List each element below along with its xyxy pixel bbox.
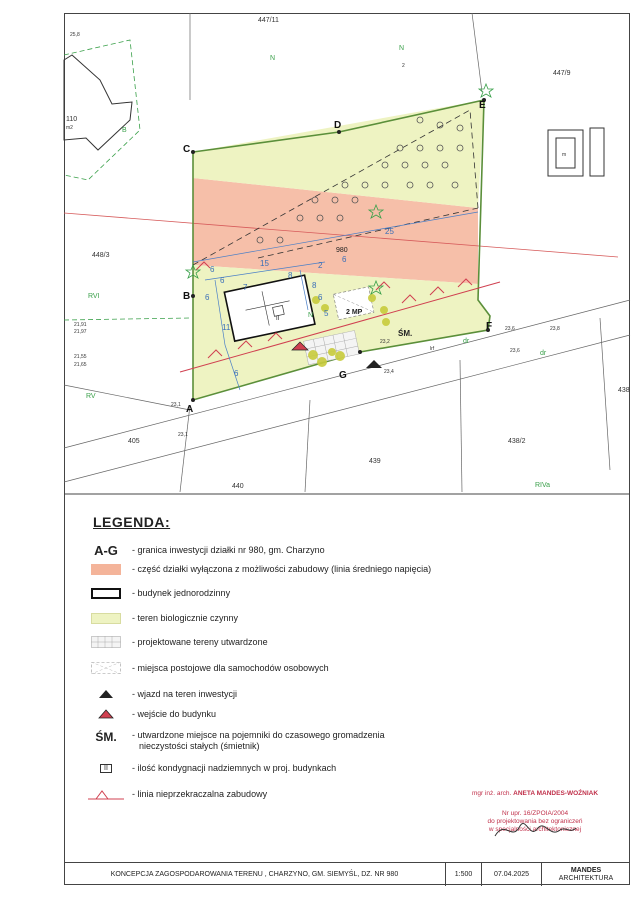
point-b: B [183,291,191,302]
legend-item-bio [88,610,238,626]
elev-10: 23,6 [505,326,515,332]
class-n-building: N [308,312,314,319]
parcel-440: 440 [232,483,244,490]
stamp-line3: do projektowania bez ograniczeń [487,818,583,825]
dim-5: 5 [324,309,329,318]
elev-3: 21,97 [74,329,87,335]
point-d: D [334,120,342,131]
architect-stamp [440,790,630,834]
company-name-2: ARCHITEKTURA [558,874,614,882]
parking-label: 2 MP [346,309,363,316]
legend-text: - ilość kondygnacji nadziemnych w proj. budynkach [132,762,337,773]
point-c: C [183,144,191,155]
parcel-448-3: 448/3 [92,252,110,259]
point-g: G [339,370,347,381]
stamp-name: ANETA MANDES-WOŹNIAK [513,790,599,797]
entry-triangle-icon [98,689,114,699]
point-e: E [479,100,486,111]
legend-item-entrance [88,706,216,722]
parcel-439: 439 [369,458,381,465]
drawing-scale: 1:500 [446,863,482,886]
legend-text: - utwardzone miejsce na pojemniki do czasowego gromadzenia [132,730,385,740]
company-name: MANDES [570,866,602,874]
dim-6c: 6 [205,293,210,302]
legend-text: - linia nieprzekraczalna zabudowy [132,788,268,799]
elev-9: 23,4 [384,369,394,375]
class-n-right: N [399,45,405,52]
legend-title: LEGENDA: [93,514,171,530]
class-riva: RIVa [535,482,551,489]
parking-swatch [91,662,121,674]
mark-2: 2 [402,63,405,69]
parcel-110: 110 [66,116,78,123]
legend-item-building-line [88,786,267,802]
elev-4: 21,55 [74,354,87,360]
legend-text: - granica inwestycji działki nr 980, gm. Charzyno [132,544,325,555]
paved-swatch [91,636,121,648]
stamp-line2: Nr upr. 16/ZPOIA/2004 [501,810,569,817]
legend-item-entry [88,686,237,702]
legend-text: - część działki wyłączona z możliwości zabudowy (linia średniego napięcia) [132,563,432,574]
bio-swatch [91,613,121,624]
dim-2: 2 [318,261,323,270]
legend-symbol-ag: A-G [94,542,118,558]
handwritten-signature [490,814,580,844]
legend-text: - miejsca postojowe dla samochodów osobowych [132,662,329,673]
dim-6e: 6 [234,369,239,378]
mark-lrf: lrf [430,346,435,352]
parcel-447-9: 447/9 [553,70,571,77]
title-block [64,862,630,886]
legend-item-paved [88,634,268,650]
stamp-line1: mgr inż. arch. [471,790,512,797]
legend-item-excluded [88,561,431,577]
point-a: A [186,404,194,415]
elev-12: 23,8 [550,326,560,332]
entry-arrow [366,360,382,368]
dim-6a: 6 [210,265,215,274]
dim-6f: 6 [318,293,323,302]
waste-label: ŚM. [398,329,413,338]
parcel-405: 405 [128,438,140,445]
dim-25: 25 [385,227,394,236]
point-f: F [486,321,493,332]
dim-7: 7 [243,283,248,292]
company-block [542,863,630,886]
elev-1: 25,8 [70,32,80,38]
dim-8a: 8 [288,271,293,280]
dim-6d: 6 [220,276,225,285]
legend-text: - budynek jednorodzinny [132,587,231,598]
mark-m: m [562,152,567,158]
elev-2: 21,91 [74,322,87,328]
dim-8b: 8 [312,281,317,290]
drawing-date: 07.04.2025 [482,863,542,886]
legend-text: - projektowane tereny utwardzone [132,636,268,647]
road-label-2: dr [540,350,547,357]
road-label: dr [463,338,470,345]
storeys-label: II [276,316,280,322]
legend-item-storeys [88,760,336,776]
legend-item-waste [88,730,385,754]
storeys-symbol: II [100,764,112,773]
elev-11: 23,6 [510,348,520,354]
legend-text: - wejście do budynku [132,708,217,719]
legend-symbol-sm: ŚM. [95,730,117,744]
legend-item-parking [88,660,329,676]
class-rv: RV [86,393,96,400]
class-rvi: RVI [88,293,100,300]
parcel-980: 980 [336,247,348,254]
legend-text: - teren biologicznie czynny [132,612,239,623]
legend-text: - wjazd na teren inwestycji [132,688,238,699]
elev-6: 23,1 [171,402,181,408]
class-n-top: N [270,55,276,62]
building-line-icon [88,788,124,800]
parcel-438: 438 [618,387,630,394]
excluded-swatch [91,564,121,575]
entrance-triangle-icon [98,709,114,719]
parcel-110-suffix: m2 [66,125,73,131]
dim-15: 15 [260,259,269,268]
parcel-438-2: 438/2 [508,438,526,445]
stamp-line4: w specjalności architektonicznej [488,826,582,833]
dim-6b: 6 [342,255,347,264]
legend-text-2: nieczystości stałych (śmietnik) [139,741,260,751]
class-b: B [122,127,127,134]
dim-11: 11 [222,323,231,332]
elev-8: 23,2 [380,339,390,345]
drawing-title: KONCEPCJA ZAGOSPODAROWANIA TERENU , CHARZYNO, GM. SIEMYŚL, DZ. NR 980 [64,863,446,886]
building-swatch [91,588,121,599]
legend-item-boundary [88,542,325,558]
legend-item-building [88,585,230,601]
elev-7: 23,1 [178,432,188,438]
parcel-447-11: 447/11 [258,17,279,24]
elev-5: 21,65 [74,362,87,368]
